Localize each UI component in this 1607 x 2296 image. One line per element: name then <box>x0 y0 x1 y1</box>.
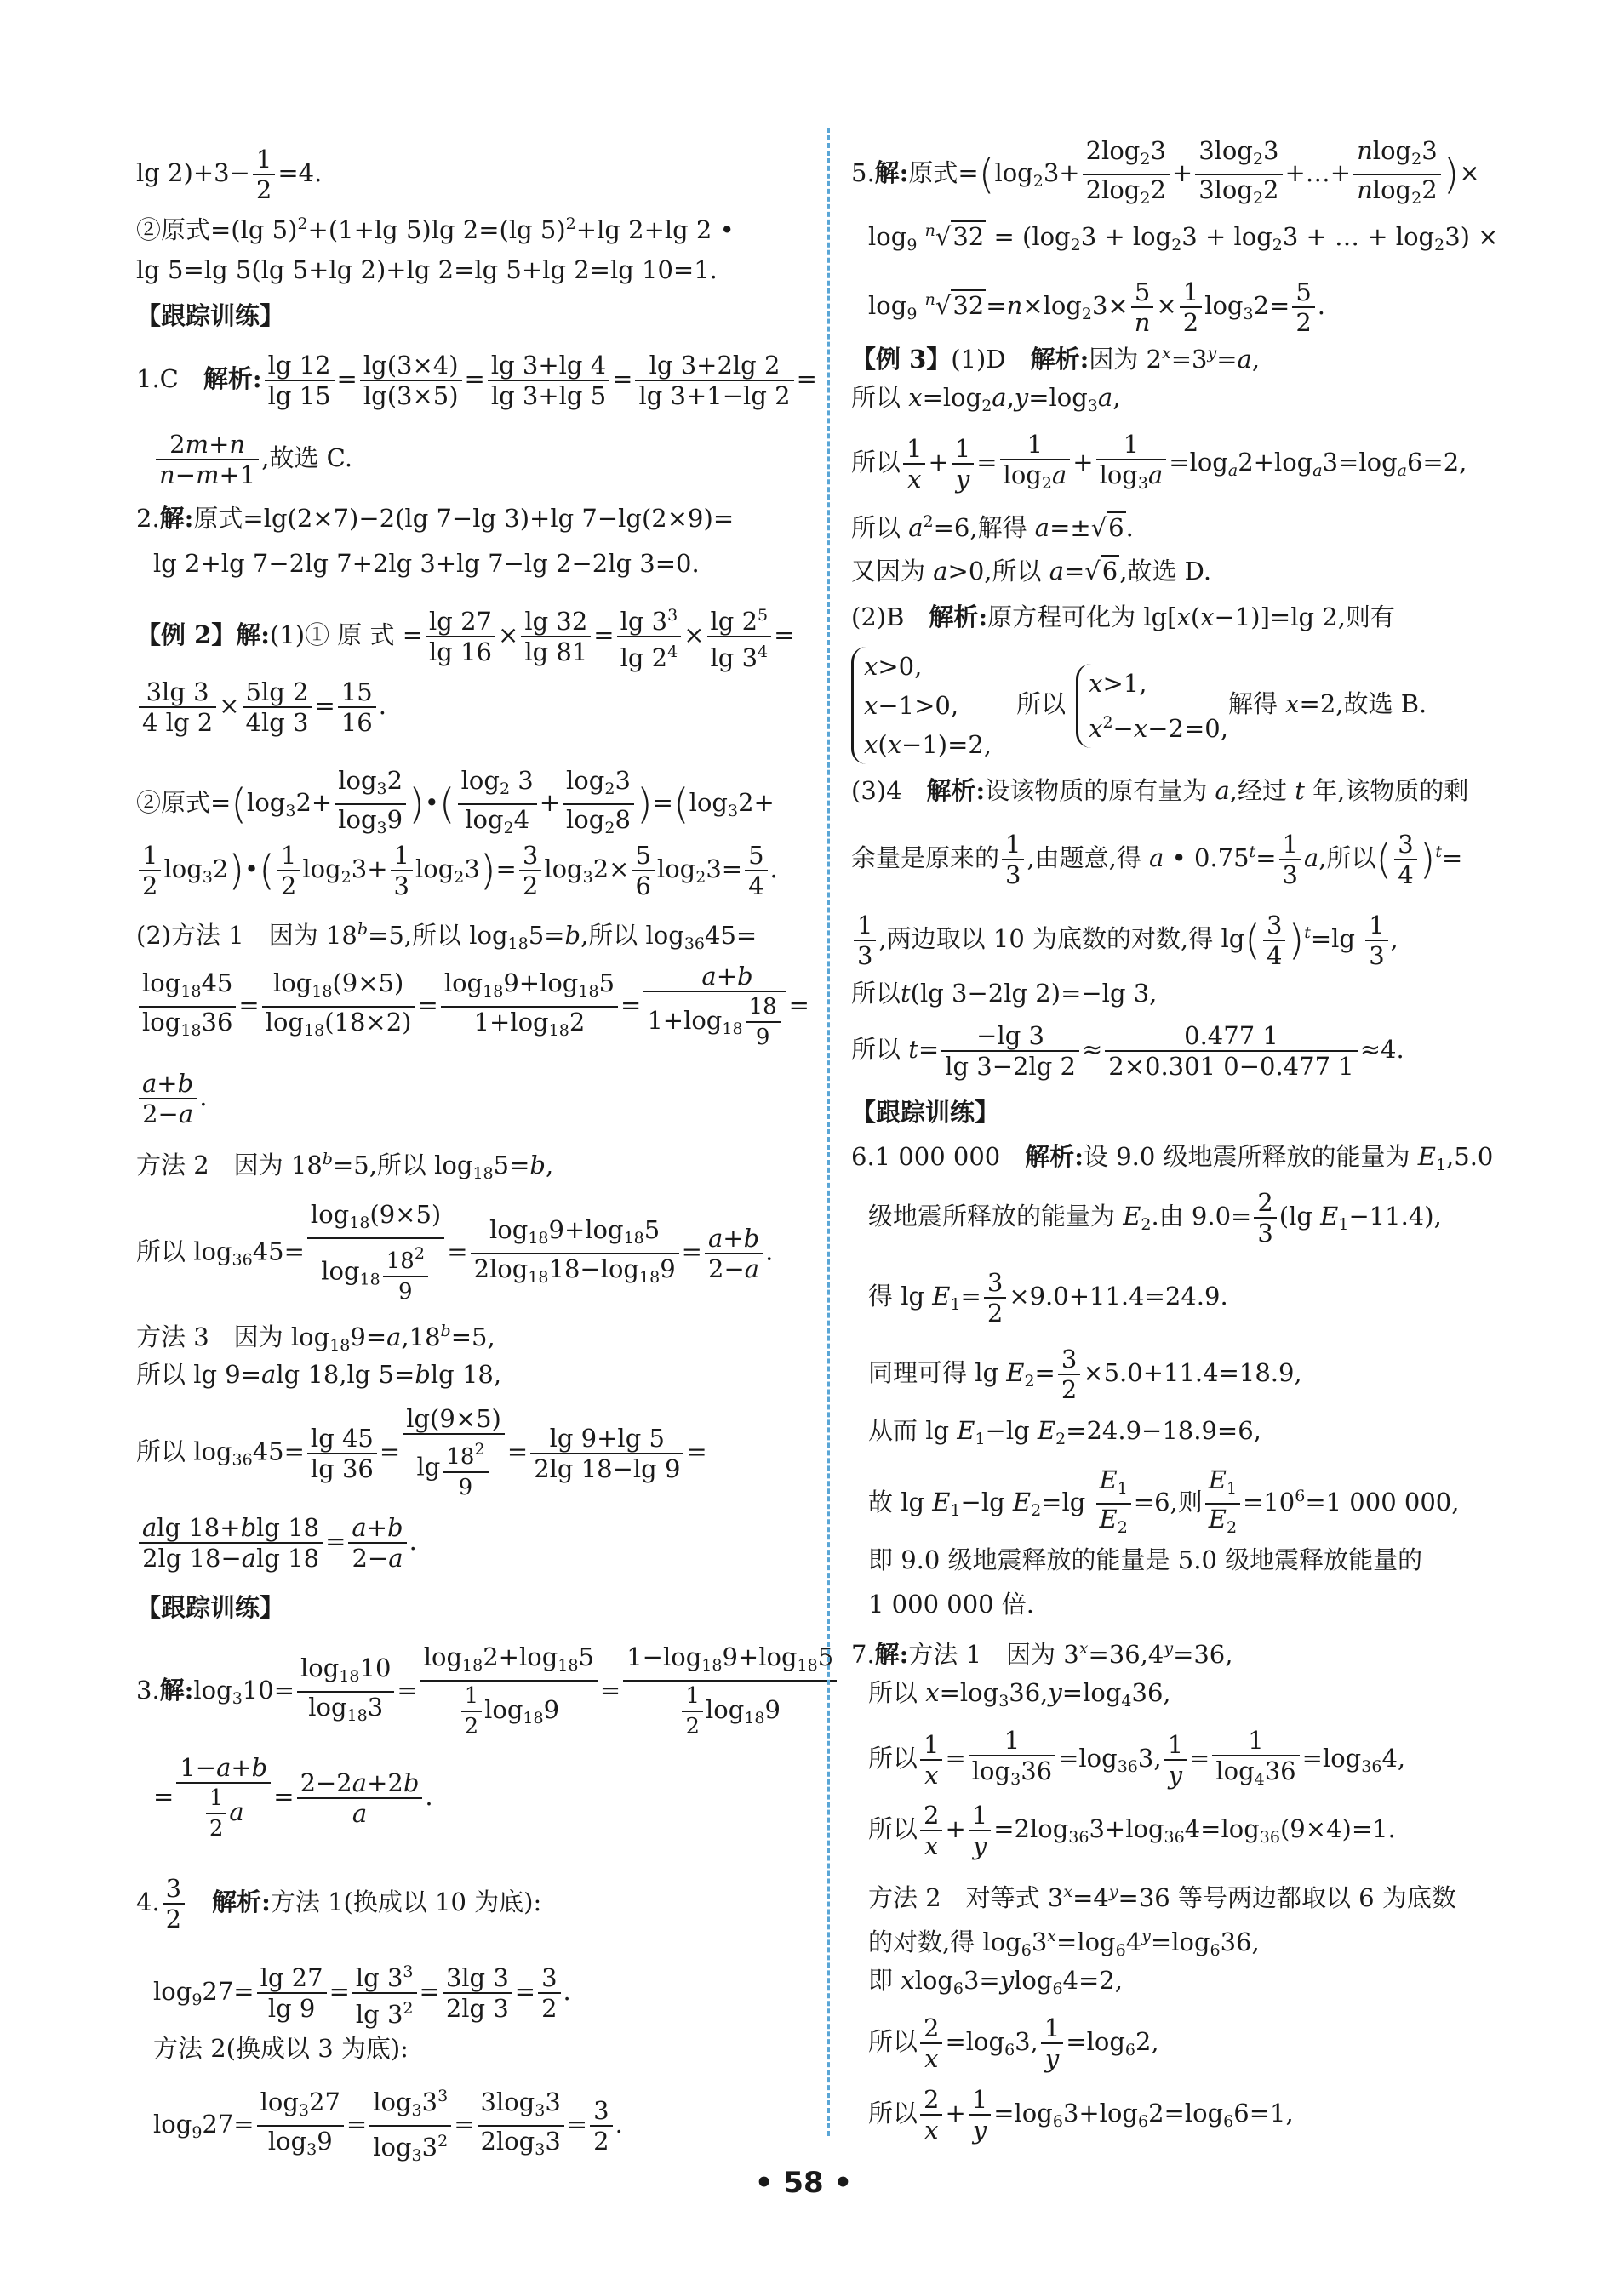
line: ②原式$=(\log_32+$ $\frac{\log_32}{\log_39}$ )•( $\frac{\log_2 3}{\log_24}$ + $\frac{\log_23}{\log_28}$ )$=(\log_32+$ <box>136 766 775 837</box>
line: 又因为 a>0,所以 a=√6,故选 D. <box>851 557 1212 585</box>
line: 所以 $\log_{36}45=$ $\log_{18}(9\times 5)$ $\log_{18}$ $\frac{18^2}{9}$ = $\frac{\log_{18}9+\log_{18}5}{2\log_{18}18-\log_{18}9}$ = $\frac{a+b}{2-a}$ . <box>136 1200 774 1305</box>
line: $\frac{alg 18+blg 18}{2\lg 18-alg 18}$ = $\frac{a+b}{2-a}$ . <box>136 1513 417 1573</box>
line: 所以 $\frac{2}{x}$ $=\log_63$, $\frac{1}{y}$ $=\log_62$, <box>868 2013 1159 2073</box>
line: 7.解:方法 1 因为 $3^x=36,4^y=36$, <box>851 1639 1233 1669</box>
line: lg 2)+3− $\frac{1}{2}$ =4. <box>136 145 323 204</box>
line: 从而 $\lg E_1-\lg$ $E_2=24.9-18.9=6$, <box>868 1416 1261 1448</box>
line: 故 $\lg E_1-\lg$ $E_2=\lg$ $\frac{E_1}{E_2}$ =6,则 $\frac{E_1}{E_2}$ $=10^6=1$ 000 000, <box>868 1465 1460 1537</box>
line: $\frac{\log_{18}45}{\log_{18}36}$ = $\frac{\log_{18}(9\times 5)}{\log_{18}(18\times 2)}$ = $\frac{\log_{18}9+\log_{18}5}{1+\log_{18}2}$ = a+b $1+\log_{18}$ $\frac{18}{9}$ = <box>136 962 809 1052</box>
line: 【例 3】(1)D 解析:因为 $2^x=3^y=a$, <box>851 344 1261 374</box>
line: 【例 2】解:(1)① 原 式 = $\frac{\lg 27}{\lg 16}$ × $\frac{\lg 32}{\lg 81}$ = $\frac{\lg 3^3}{\lg 2^4}$ × $\frac{\lg 2^5}{\lg 3^4}$ = <box>136 601 794 672</box>
line: lg 5=lg 5(lg 5+lg 2)+lg 2=lg 5+lg 2=lg 10=1. <box>136 255 718 284</box>
page-number: • 58 • <box>754 2166 853 2200</box>
line: $\log_927=$ $\frac{\lg 27}{\lg 9}$ = $\frac{\lg 3^3}{\lg 3^2}$ = $\frac{3\lg 3}{2\lg 3}$ = $\frac{3}{2}$ . <box>153 1957 571 2029</box>
section-heading: 【跟踪训练】 <box>136 301 285 330</box>
line: 所以 $x=\log_336,y=\log_436$, <box>868 1678 1171 1711</box>
line: $\frac{a+b}{2-a}$ . <box>136 1069 207 1128</box>
line: (3)4 解析:设该物质的原有量为 a,经过 t 年,该物质的剩 <box>851 776 1469 805</box>
line: 3.解$:\log_310=$ $\frac{\log_{18}10}{\log_{18}3}$ = $\log_{18}2+\log_{18}5$ $\frac{1}{2}$ $\log_{18}9$ = $1-\log_{18}9+\log_{18}5$ $\frac{1}{2}$ $\log_{18}9$ <box>136 1642 839 1741</box>
line: (2)B 解析:原方程可化为 lg[x(x−1)]=lg 2,则有 <box>851 603 1395 631</box>
line: 1.C 解析: $\frac{\lg 12}{\lg 15}$ = $\frac{\lg(3\times 4)}{\lg(3\times 5)}$ = $\frac{\lg 3+\lg 4}{\lg 3+\lg 5}$ = $\frac{\lg 3+2\lg 2}{\lg 3+1-\lg 2}$ = <box>136 351 817 410</box>
line: $\log_927=$ $\frac{\log_327}{\log_39}$ = $\frac{\log_33^3}{\log_33^2}$ = $\frac{3\log_33}{2\log_33}$ = $\frac{3}{2}$ . <box>153 2082 623 2170</box>
line: 的对数,得 $\log_63^x=\log_64^y=\log_636$, <box>868 1927 1260 1960</box>
line: 所以t(lg 3−2lg 2)=−lg 3, <box>851 979 1158 1008</box>
line: $\log_9 ^n√32 = (\log_23 + \log_23 + \log_23$ + … + $\log_23$) × <box>868 221 1499 254</box>
line: lg 2+lg 7−2lg 7+2lg 3+lg 7−lg 2−2lg 3=0. <box>153 549 700 578</box>
line: 所以 $\frac{2}{x}$ + $\frac{1}{y}$ $=\log_63+\log_62=\log_66=1$, <box>868 2085 1294 2145</box>
line: 所以 $\frac{2}{x}$ + $\frac{1}{y}$ $=2\log_{36}3+\log_{36}4=\log_{36}(9\times 4)=1$. <box>868 1801 1396 1860</box>
line: 1 000 000 倍. <box>868 1590 1035 1619</box>
line: 方法 2 因为 $18^b=5$,所以 $\log_{18}5=b$, <box>136 1150 554 1183</box>
line: x>0, x−1>0, x(x−1)=2, 所以 x>1, $x^2-x-2=0$, 解得 x=2,故选 B. <box>851 647 1427 764</box>
line: 方法 2 对等式 $3^x=4^y=36$ 等号两边都取以 6 为底数 <box>868 1882 1456 1912</box>
line: 方法 2(换成以 3 为底): <box>153 2034 409 2063</box>
line: 余量是原来的 $\frac{1}{3}$ ,由题意,得 a • $0.75^t=$ $\frac{1}{3}$ a,所以( $\frac{3}{4}$ )$^t$= <box>851 830 1463 889</box>
line: 所以 lg 9=alg 18,lg 5=blg 18, <box>136 1360 502 1389</box>
column-divider <box>827 128 830 2136</box>
line: $\frac{1}{3}$ ,两边取以 10 为底数的对数,得 lg( $\frac{3}{4}$ )$^t$=lg $\frac{1}{3}$ , <box>851 911 1398 970</box>
line: 所以 $x=\log_2a,y=\log_3a$, <box>851 383 1121 415</box>
line: $\frac{2m+n}{n-m+1}$ ,故选 C. <box>153 430 352 489</box>
line: 所以 $a^2=6$,解得 a=±√6. <box>851 512 1134 542</box>
line: 级地震所释放的能量为 $E_2$.由 9.0= $\frac{2}{3}$ (lg $E_1-11.4$), <box>868 1188 1442 1248</box>
section-heading: 【跟踪训练】 <box>136 1593 285 1622</box>
line: 所以 $\frac{1}{x}$ + $\frac{1}{y}$ = $\frac{1}{\log_2a}$ + $\frac{1}{\log_3a}$ $=\log_a2+\log_a3=\log_a6=2$, <box>851 430 1467 494</box>
line: $\frac{1}{2}$ $\log_32)•$( $\frac{1}{2}$ $\log_23+$ $\frac{1}{3}$ $\log_23)=$ $\frac{3}{2}$ $\log_32\times$ $\frac{5}{6}$ $\log_23=$ $\frac{5}{4}$ . <box>136 841 778 900</box>
line: 所以 $\log_{36}45=$ $\frac{\lg 45}{\lg 36}$ = lg(9×5) lg $\frac{18^2}{9}$ = $\frac{\lg 9+\lg 5}{2\lg 18-\lg 9}$ = <box>136 1404 707 1500</box>
section-heading: 【跟踪训练】 <box>851 1098 1000 1127</box>
line: 所以 $\frac{1}{x}$ = $\frac{1}{\log_336}$ $=\log_{36}3$, $\frac{1}{y}$ = $\frac{1}{\log_436}$ $=\log_{36}4$, <box>868 1726 1406 1790</box>
line: 方法 3 因为 $\log_{18}9=a,18^b=5$, <box>136 1322 495 1355</box>
line: 所以 t= $\frac{-\lg 3}{\lg 3-2\lg 2}$ ≈ $\frac{0.477 1}{2\times 0.301 0-0.477 1}$ ≈4. <box>851 1021 1404 1081</box>
line: 5.解:原式$=(\log_23+$ $\frac{2\log_23}{2\log_22}$ + $\frac{3\log_23}{3\log_22}$ +…+ $\frac{nlog_23}{nlog_22}$ )× <box>851 136 1480 208</box>
line: = 1−a+b $\frac{1}{2}$ a = $\frac{2-2a+2b}{a}$ . <box>153 1753 433 1842</box>
line: 同理可得 $\lg E_2=$ $\frac{3}{2}$ ×5.0+11.4=18.9, <box>868 1345 1302 1404</box>
line: 6.1 000 000 解析:设 9.0 级地震所释放的能量为 $E_1,5.0$ <box>851 1142 1494 1174</box>
line: 得 $\lg E_1=$ $\frac{3}{2}$ ×9.0+11.4=24.9. <box>868 1268 1228 1328</box>
line: 4. $\frac{3}{2}$ 解析:方法 1(换成以 10 为底): <box>136 1874 542 1933</box>
line: 即 xlog$_6$3=ylog$_6$4=2, <box>868 1966 1123 1998</box>
line: $\log_9 ^n√32=n\times\log_23\times$ $\frac{5}{n}$ × $\frac{1}{2}$ $\log_32=$ $\frac{5}{2}$ . <box>868 277 1325 337</box>
line: 2.解:原式=lg(2×7)−2(lg 7−lg 3)+lg 7−lg(2×9)= <box>136 504 735 533</box>
line: (2)方法 1 因为 $18^b=5$,所以 $\log_{18}5=b$,所以 $\log_{36}45=$ <box>136 920 758 953</box>
line: $\frac{3\lg 3}{4 \lg 2}$ × $\frac{5\lg 2}{4\lg 3}$ = $\frac{15}{16}$ . <box>136 677 386 737</box>
line: ②原式=(lg 5)$^2$+(1+lg 5)lg 2=(lg 5)$^2$+lg 2+lg 2 • <box>136 214 735 244</box>
line: 即 9.0 级地震释放的能量是 5.0 级地震释放能量的 <box>868 1545 1423 1574</box>
